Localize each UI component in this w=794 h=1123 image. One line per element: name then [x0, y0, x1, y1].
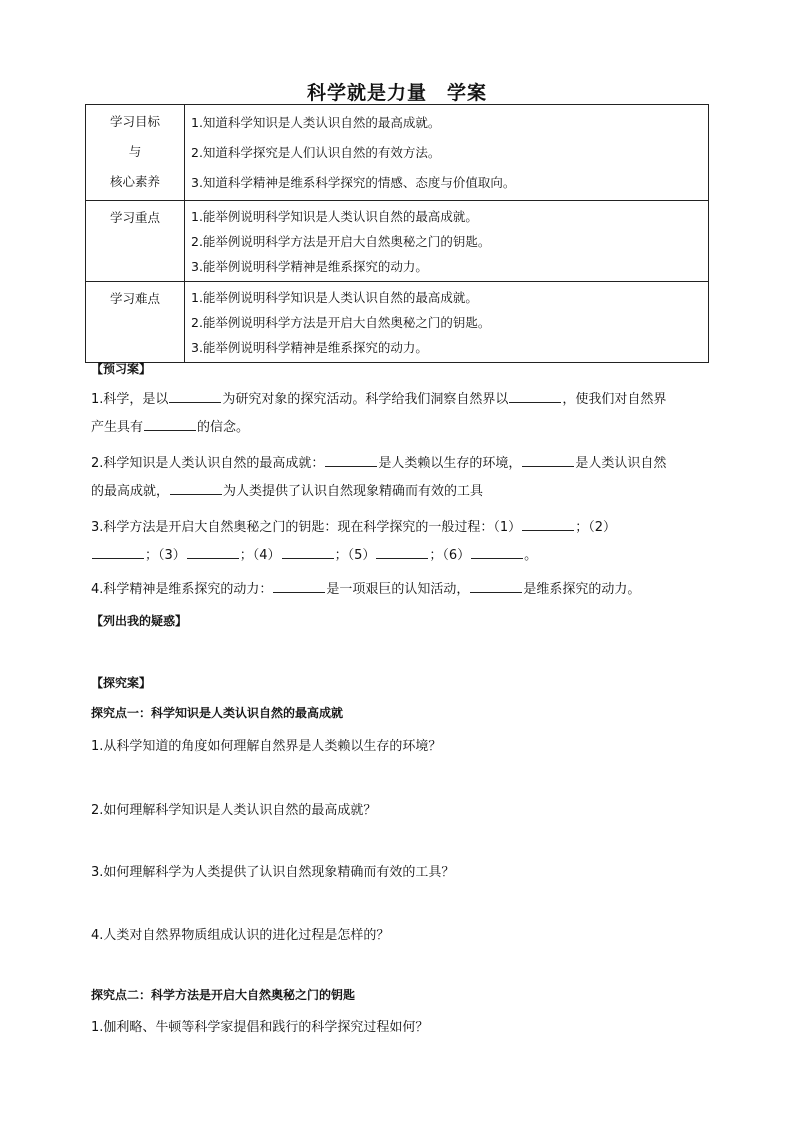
fill-blank[interactable]	[144, 416, 196, 431]
explore-point-1-title: 探究点一：科学知识是人类认识自然的最高成就	[91, 706, 344, 720]
q4-text: 是一项艰巨的认知活动，	[326, 582, 470, 597]
row-content-goals	[185, 105, 709, 201]
key-point-item: 1.能举例说明科学知识是人类认识自然的最高成就。	[191, 209, 478, 224]
q1-text: 为研究对象的探究活动。科学给我们洞察自然界以	[222, 392, 509, 407]
explore-question: 1.伽利略、牛顿等科学家提倡和践行的科学探究过程如何？	[91, 1020, 429, 1035]
table-row	[86, 105, 709, 201]
fill-blank[interactable]	[282, 544, 334, 559]
row-label-goals	[86, 105, 185, 201]
key-point-item: 2.能举例说明科学方法是开启大自然奥秘之门的钥匙。	[191, 234, 491, 249]
q2-text: 是人类认识自然	[575, 456, 667, 471]
q3-text: ；（4）	[239, 548, 281, 563]
fill-blank[interactable]	[273, 578, 325, 593]
key-point-item: 3.能举例说明科学精神是维系探究的动力。	[191, 259, 428, 274]
goal-item: 3.知道科学精神是维系科学探究的情感、态度与价值取向。	[191, 175, 516, 190]
explore-point-2-title: 探究点二：科学方法是开启大自然奥秘之门的钥匙	[91, 988, 356, 1002]
q3-text: ；（6）	[429, 548, 471, 563]
preview-question-1	[91, 386, 711, 442]
label-line: 核心素养	[109, 174, 160, 189]
row-content-difficulties	[185, 282, 709, 363]
q3-text: 。	[524, 548, 538, 563]
label-line: 学习难点	[109, 291, 160, 306]
q1-text: 产生具有	[91, 420, 144, 435]
explore-question: 2.如何理解科学知识是人类认识自然的最高成就？	[91, 803, 377, 818]
q2-text: 2.科学知识是人类认识自然的最高成就：	[91, 456, 325, 471]
doubts-heading: 【列出我的疑惑】	[91, 614, 188, 628]
table-row	[86, 282, 709, 363]
fill-blank[interactable]	[169, 388, 221, 403]
explore-question: 3.如何理解科学为人类提供了认识自然现象精确而有效的工具？	[91, 865, 455, 880]
q1-text: 1.科学，是以	[91, 392, 169, 407]
q3-text: 3.科学方法是开启大自然奥秘之门的钥匙：现在科学探究的一般过程：（1）	[91, 520, 522, 535]
explore-question: 4.人类对自然界物质组成认识的进化过程是怎样的？	[91, 928, 390, 943]
fill-blank[interactable]	[522, 516, 574, 531]
fill-blank[interactable]	[470, 578, 522, 593]
explore-question: 1.从科学知道的角度如何理解自然界是人类赖以生存的环境？	[91, 739, 442, 754]
fill-blank[interactable]	[522, 452, 574, 467]
label-line: 与	[128, 144, 142, 159]
preview-question-2	[91, 450, 711, 506]
row-label-difficulties	[86, 282, 185, 363]
row-label-key-points	[86, 201, 185, 282]
row-content-key-points	[185, 201, 709, 282]
q3-text: ；（5）	[334, 548, 376, 563]
label-line: 学习重点	[109, 210, 160, 225]
table-row	[86, 201, 709, 282]
goal-item: 2.知道科学探究是人们认识自然的有效方法。	[191, 145, 441, 160]
difficulty-item: 2.能举例说明科学方法是开启大自然奥秘之门的钥匙。	[191, 315, 491, 330]
q2-text: 的最高成就，	[91, 484, 170, 499]
preview-heading: 【预习案】	[91, 362, 152, 376]
q2-text: 是人类赖以生存的环境，	[378, 456, 522, 471]
q2-text: 为人类提供了认识自然现象精确而有效的工具	[223, 484, 484, 499]
fill-blank[interactable]	[325, 452, 377, 467]
learning-objectives-table	[85, 104, 709, 363]
preview-question-4	[91, 576, 711, 604]
q3-text: ；（2）	[575, 520, 616, 535]
fill-blank[interactable]	[509, 388, 561, 403]
label-line: 学习目标	[109, 114, 160, 129]
q4-text: 4.科学精神是维系探究的动力：	[91, 582, 273, 597]
difficulty-item: 1.能举例说明科学知识是人类认识自然的最高成就。	[191, 290, 478, 305]
q1-text: ，使我们对自然界	[562, 392, 667, 407]
explore-heading: 【探究案】	[91, 676, 152, 690]
page-title: 科学就是力量 学案	[306, 82, 487, 104]
preview-question-3	[91, 514, 711, 570]
q4-text: 是维系探究的动力。	[523, 582, 641, 597]
goal-item: 1.知道科学知识是人类认识自然的最高成就。	[191, 115, 441, 130]
difficulty-item: 3.能举例说明科学精神是维系探究的动力。	[191, 340, 428, 355]
fill-blank[interactable]	[187, 544, 239, 559]
fill-blank[interactable]	[376, 544, 428, 559]
fill-blank[interactable]	[92, 544, 144, 559]
fill-blank[interactable]	[471, 544, 523, 559]
q1-text: 的信念。	[197, 420, 250, 435]
q3-text: ；（3）	[145, 548, 186, 563]
fill-blank[interactable]	[170, 480, 222, 495]
